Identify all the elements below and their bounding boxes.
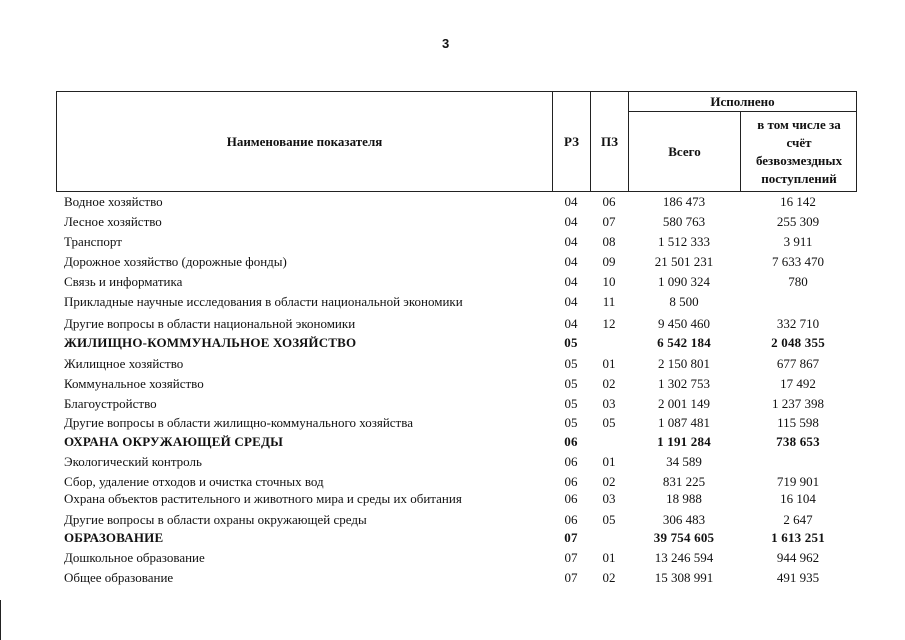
row-free: 2 647 — [783, 512, 813, 527]
row-name: Сбор, удаление отходов и очистка сточных вод — [64, 474, 324, 489]
row-pz: 02 — [602, 376, 616, 391]
row-rz: 05 — [564, 396, 578, 411]
row-rz: 06 — [564, 434, 578, 449]
row-pz: 02 — [602, 474, 616, 489]
row-name: Связь и информатика — [64, 274, 183, 289]
row-free: 115 598 — [777, 415, 819, 430]
row-name: ОБРАЗОВАНИЕ — [64, 530, 164, 545]
row-total: 580 763 — [662, 214, 706, 229]
row-total: 1 302 753 — [658, 376, 710, 391]
row-rz: 04 — [564, 254, 578, 269]
table-section-row — [0, 432, 905, 452]
row-free: 944 962 — [776, 550, 820, 565]
header-name-label: Наименование показателя — [226, 134, 383, 149]
row-name: Дошкольное образование — [64, 550, 205, 565]
row-pz: 05 — [602, 415, 616, 430]
row-pz: 05 — [602, 512, 616, 527]
row-free: 255 309 — [776, 214, 820, 229]
row-rz: 04 — [564, 316, 578, 331]
header-pz-label: ПЗ — [601, 134, 618, 149]
row-name: Общее образование — [64, 570, 174, 585]
row-pz: 11 — [602, 294, 616, 309]
row-name: Другие вопросы в области национальной экономики — [64, 316, 356, 331]
table-row — [0, 232, 905, 252]
row-name: ЖИЛИЩНО-КОММУНАЛЬНОЕ ХОЗЯЙСТВО — [64, 335, 357, 350]
table-row — [0, 489, 905, 509]
row-free: 2 048 355 — [771, 335, 825, 350]
row-total: 21 501 231 — [654, 254, 714, 269]
row-free: 332 710 — [776, 316, 820, 331]
row-rz: 07 — [564, 550, 578, 565]
row-name: Охрана объектов растительного и животного мира и среды их обитания — [64, 491, 462, 506]
table-row — [0, 192, 905, 212]
row-total: 2 001 149 — [658, 396, 710, 411]
table-row — [0, 292, 905, 312]
row-name: Другие вопросы в области охраны окружающей среды — [64, 512, 367, 527]
row-rz: 04 — [564, 294, 578, 309]
row-total: 306 483 — [662, 512, 706, 527]
row-free: 17 492 — [780, 376, 816, 391]
row-rz: 06 — [564, 512, 578, 527]
row-total: 8 500 — [669, 294, 699, 309]
row-total: 1 087 481 — [658, 415, 710, 430]
row-pz: 03 — [602, 396, 616, 411]
row-pz: 06 — [602, 194, 616, 209]
row-total: 34 589 — [666, 454, 702, 469]
row-pz: 12 — [602, 316, 616, 331]
row-total: 186 473 — [662, 194, 706, 209]
row-total: 2 150 801 — [658, 356, 710, 371]
row-free: 16 104 — [780, 491, 816, 506]
scan-edge-line — [0, 600, 1, 640]
row-total: 831 225 — [662, 474, 706, 489]
row-pz: 10 — [602, 274, 616, 289]
row-free: 3 911 — [783, 234, 813, 249]
row-pz: 01 — [602, 550, 616, 565]
row-rz: 06 — [564, 454, 578, 469]
row-free: 738 653 — [776, 434, 820, 449]
row-name: Транспорт — [64, 234, 122, 249]
row-free: 491 935 — [776, 570, 820, 585]
row-rz: 06 — [564, 474, 578, 489]
row-total: 39 754 605 — [653, 530, 715, 545]
row-pz: 01 — [602, 356, 616, 371]
header-rz-label: РЗ — [564, 134, 579, 149]
row-rz: 04 — [564, 194, 578, 209]
row-total: 18 988 — [666, 491, 702, 506]
table-section-row — [0, 333, 905, 353]
row-total: 13 246 594 — [654, 550, 714, 565]
row-name: Жилищное хозяйство — [64, 356, 184, 371]
table-row — [0, 354, 905, 374]
row-total: 1 512 333 — [658, 234, 710, 249]
row-name: Лесное хозяйство — [64, 214, 162, 229]
row-rz: 07 — [564, 530, 578, 545]
row-pz: 07 — [602, 214, 616, 229]
row-total: 6 542 184 — [657, 335, 711, 350]
header-free-label: в том числе за счёт безвозмездных поступлений — [755, 117, 843, 186]
table-section-row — [0, 528, 905, 548]
table-row — [0, 272, 905, 292]
row-rz: 04 — [564, 214, 578, 229]
row-rz: 04 — [564, 234, 578, 249]
row-name: Другие вопросы в области жилищно-коммунального хозяйства — [64, 415, 413, 430]
row-name: Прикладные научные исследования в области национальной экономики — [64, 294, 463, 309]
row-name: ОХРАНА ОКРУЖАЮЩЕЙ СРЕДЫ — [64, 434, 284, 449]
row-pz: 01 — [602, 454, 616, 469]
row-name: Дорожное хозяйство (дорожные фонды) — [64, 254, 287, 269]
row-name: Водное хозяйство — [64, 194, 163, 209]
row-rz: 05 — [564, 415, 578, 430]
table-row — [0, 212, 905, 232]
row-rz: 05 — [564, 356, 578, 371]
row-pz: 08 — [602, 234, 616, 249]
row-rz: 05 — [564, 335, 578, 350]
row-free: 1 237 398 — [772, 396, 824, 411]
row-free: 7 633 470 — [772, 254, 824, 269]
row-rz: 04 — [564, 274, 578, 289]
row-free: 719 901 — [776, 474, 820, 489]
row-rz: 05 — [564, 376, 578, 391]
header-executed-label: Исполнено — [710, 94, 775, 109]
page-number: 3 — [442, 36, 450, 51]
row-total: 1 090 324 — [658, 274, 710, 289]
row-free: 677 867 — [776, 356, 820, 371]
row-rz: 07 — [564, 570, 578, 585]
table-row — [0, 413, 905, 433]
row-free: 16 142 — [780, 194, 816, 209]
table-row — [0, 452, 905, 472]
row-total: 15 308 991 — [654, 570, 714, 585]
row-pz: 02 — [602, 570, 616, 585]
row-free: 1 613 251 — [771, 530, 825, 545]
row-rz: 06 — [564, 491, 578, 506]
table-row — [0, 374, 905, 394]
header-total-label: Всего — [668, 144, 701, 159]
row-name: Коммунальное хозяйство — [64, 376, 204, 391]
table-row — [0, 568, 905, 588]
row-name: Благоустройство — [64, 396, 157, 411]
table-row — [0, 394, 905, 414]
table-row — [0, 252, 905, 272]
row-pz: 03 — [602, 491, 616, 506]
row-name: Экологический контроль — [64, 454, 202, 469]
row-total: 9 450 460 — [658, 316, 710, 331]
row-total: 1 191 284 — [657, 434, 711, 449]
table-row — [0, 548, 905, 568]
table-row — [0, 510, 905, 530]
row-pz: 09 — [602, 254, 616, 269]
table-row — [0, 314, 905, 334]
row-free: 780 — [788, 274, 808, 289]
